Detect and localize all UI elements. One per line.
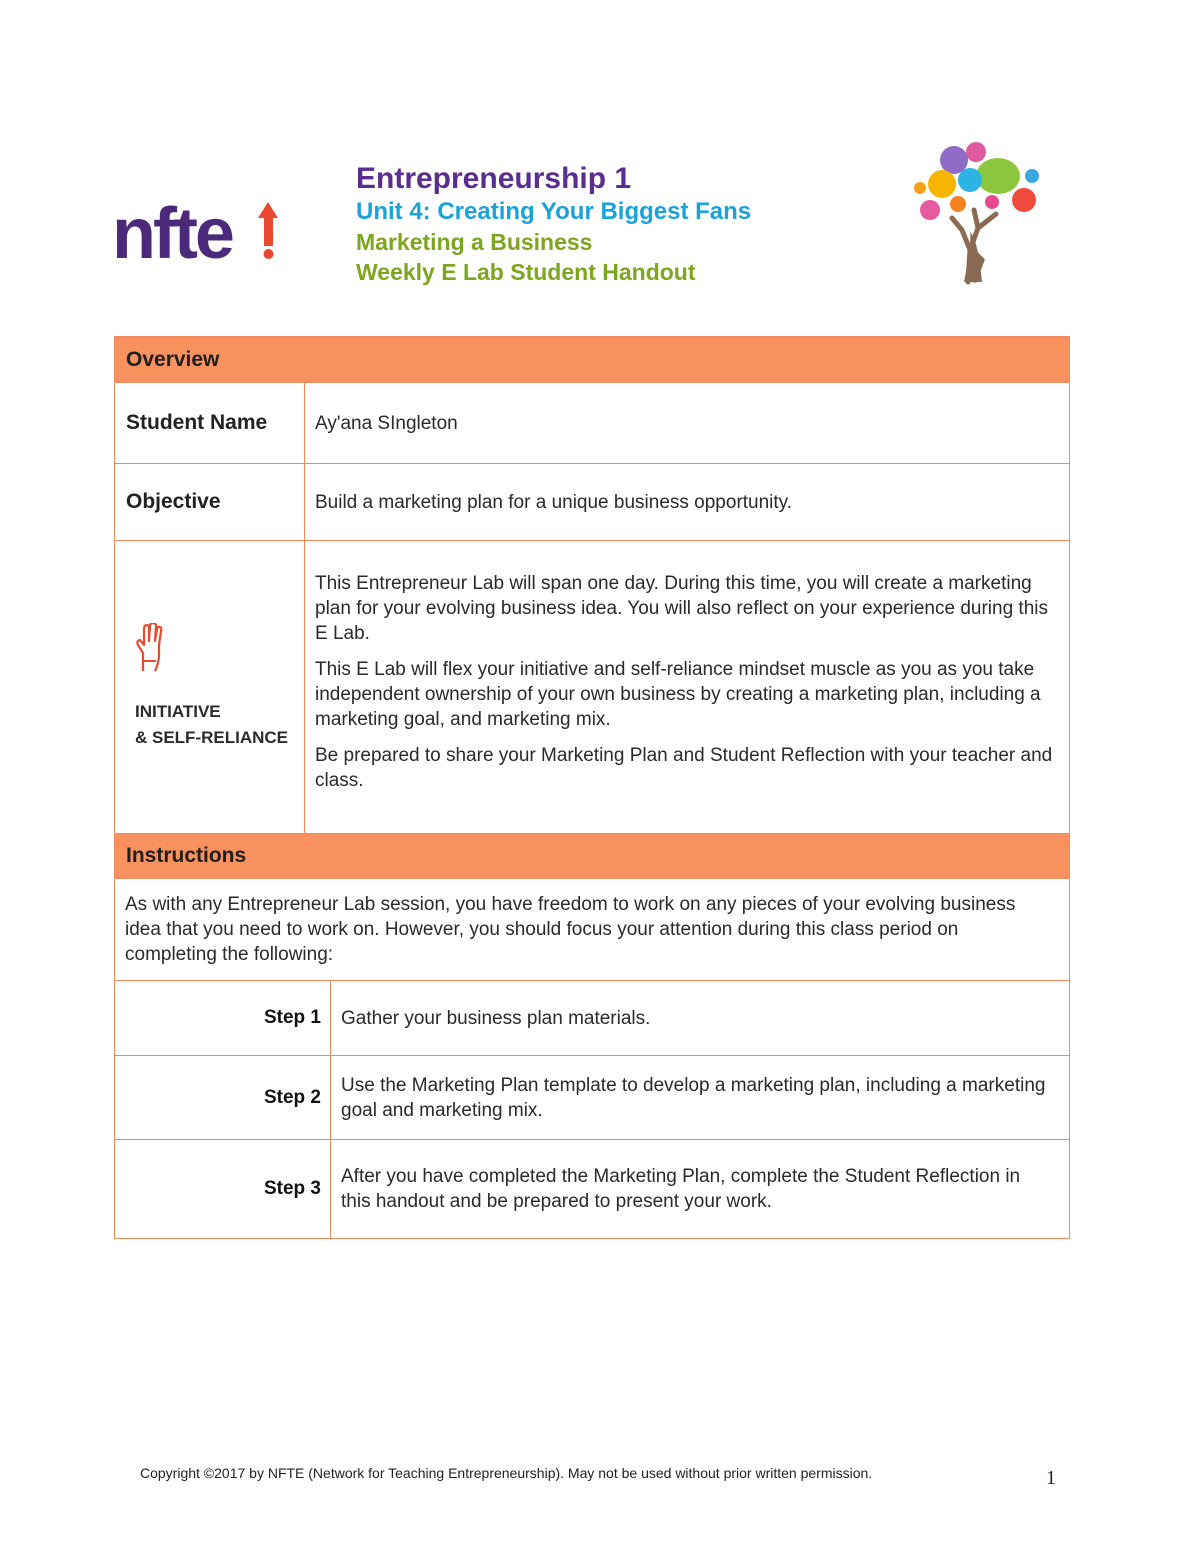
- student-name-label: Student Name: [115, 383, 305, 463]
- overview-paragraph: This Entrepreneur Lab will span one day. During this time, you will create a marketing plan for your evolving business idea. You will also reflect on your experience during this E Lab.: [315, 572, 1048, 644]
- mindset-cell: [115, 541, 305, 833]
- svg-text:nfte: nfte: [112, 194, 232, 270]
- overview-paragraph: This E Lab will flex your initiative and self-reliance mindset muscle as you as you take independent ownership of your own business by creating a marketing plan, including a marketing goal, and marketing mix.: [315, 658, 1041, 730]
- overview-heading: Overview: [115, 338, 1069, 383]
- instructions-heading: Instructions: [115, 834, 1069, 879]
- copyright-footer: Copyright ©2017 by NFTE (Network for Teaching Entrepreneurship). May not be used without prior written permission.: [140, 1465, 873, 1481]
- objective-value: Build a marketing plan for a unique business opportunity.: [315, 491, 793, 513]
- tree-icon: [912, 140, 1042, 285]
- handout-title: Weekly E Lab Student Handout: [356, 259, 696, 285]
- mindset-label-line1: INITIATIVE: [135, 702, 221, 721]
- instructions-intro: As with any Entrepreneur Lab session, you have freedom to work on any pieces of your evolving business idea that you need to work on. However, you should focus your attention during this class period on completing the following:: [115, 879, 1069, 981]
- document-header: [356, 162, 751, 287]
- step-label: Step 2: [115, 1056, 331, 1139]
- step-label: Step 3: [115, 1140, 331, 1238]
- mindset-row: [115, 541, 1069, 834]
- step-text: Use the Marketing Plan template to develop a marketing plan, including a marketing goal and marketing mix.: [341, 1074, 1046, 1121]
- step-row: [115, 981, 1069, 1056]
- step-text: After you have completed the Marketing Plan, complete the Student Reflection in this handout and be prepared to present your work.: [341, 1166, 1021, 1212]
- step-label: Step 1: [115, 981, 331, 1055]
- nfte-logo: [112, 190, 292, 270]
- handout-table: [114, 336, 1070, 1239]
- raised-hand-icon: [135, 623, 165, 679]
- overview-description: [305, 541, 1069, 833]
- step-row: [115, 1056, 1069, 1140]
- unit-title: Unit 4: Creating Your Biggest Fans: [356, 198, 752, 225]
- student-name-value[interactable]: Ay'ana SIngleton: [315, 412, 458, 434]
- mindset-label-line2: & SELF-RELIANCE: [135, 728, 288, 747]
- course-title: Entrepreneurship 1: [356, 162, 632, 195]
- student-name-row: [115, 383, 1069, 464]
- step-text: Gather your business plan materials.: [341, 1007, 651, 1029]
- page-number: 1: [1046, 1467, 1056, 1489]
- overview-paragraph: Be prepared to share your Marketing Plan and Student Reflection with your teacher and class.: [315, 744, 1053, 791]
- objective-label: Objective: [115, 464, 305, 540]
- step-row: [115, 1140, 1069, 1238]
- lesson-title: Marketing a Business: [356, 229, 593, 255]
- objective-row: [115, 464, 1069, 541]
